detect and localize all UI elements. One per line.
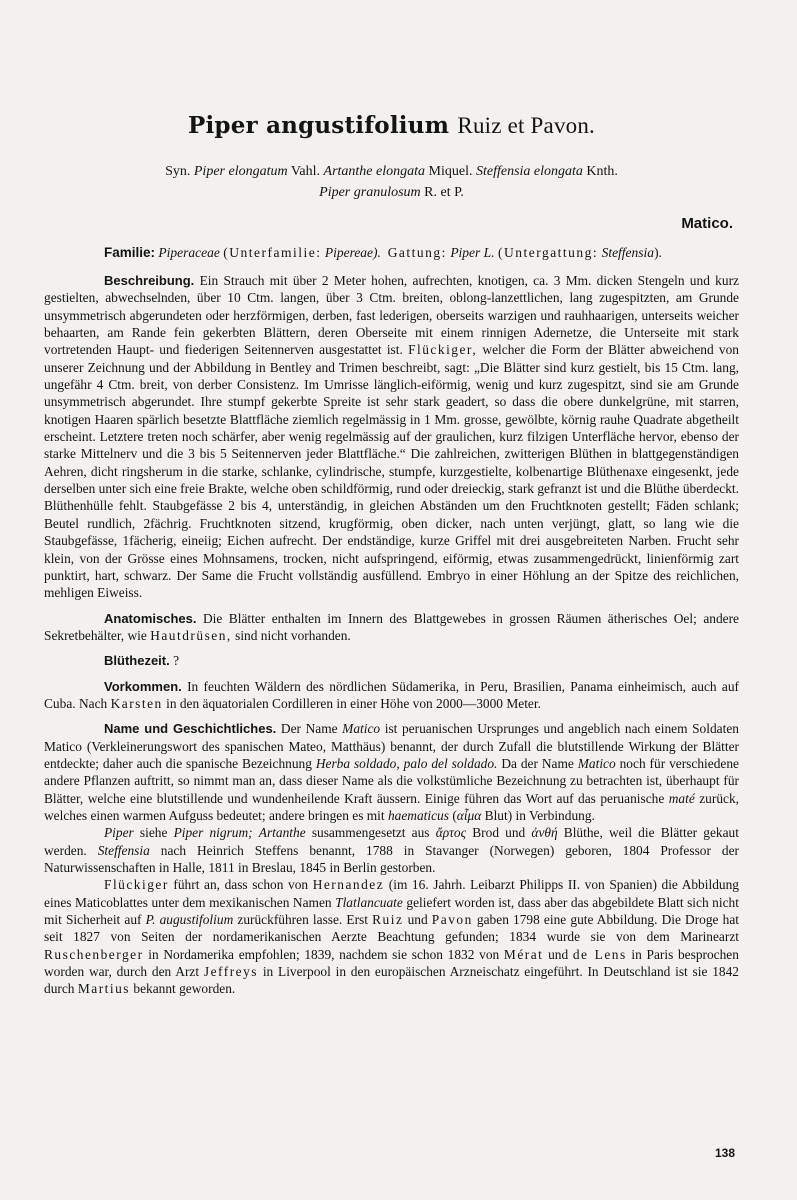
greek-word: αἷμα	[456, 807, 482, 823]
synonym-name: Artanthe elongata	[323, 164, 426, 179]
text: und	[407, 912, 428, 928]
italic-term: Steffensia	[97, 842, 150, 858]
italic-term: Matico	[342, 721, 381, 737]
text: ist peruanischen Ursprunges und angeblich nach einem Soldaten Matico (Verkleinerungswort des spanischen Mateo, Matthäus) benannt, der durch Zufall die blutstillende Wirkung der Blätter entdeckte; daher auch die spanische Bezeichnung	[44, 721, 739, 771]
synonyms	[44, 161, 739, 203]
text: bekannt geworden.	[133, 981, 236, 997]
synonym-author: Knth.	[586, 164, 618, 179]
gattung-label: Gattung:	[387, 245, 447, 260]
italic-term: haematicus	[387, 807, 449, 823]
italic-term: Tlatlancuate	[335, 894, 403, 910]
paragraph-history	[44, 876, 739, 997]
text: zurückführen lasse. Erst	[237, 912, 368, 928]
paragraph-etymology	[44, 824, 739, 876]
species-name: Piper angustifolium	[188, 112, 450, 139]
beschreibung-text-1: Ein Strauch mit über 2 Meter hohen, aufrechten, knotigen, ca. 3 Mm. dicken Stengeln und kurz gestielten, abwechselnden, über 10 Ctm. langen, über 3 Ctm. breiten, oblong-lanzettlichen, lang zugespitzten, am Grunde unsymmetrisch abgerundeten oder herzförmigen, derben, fast lederigen, oberseits warzigen und rauhhaarigen, unterseits weicher behaarten, am Rande fein gekerbten Blättern, deren Oberseite mit einem rinnigen Adernetze, die Unterseite mit stark vortretenden Haupt- und fiederigen Seitennerven ausgestattet ist.	[44, 273, 739, 358]
subfamily-label: (Unterfamilie:	[223, 245, 322, 260]
synonym-author: R. et P.	[424, 185, 464, 200]
author-name: Hernandez	[312, 877, 385, 893]
text: und	[548, 946, 569, 962]
text: noch für verschiedene andere Pflanzen auftritt, so nimmt man an, dass dieser Name als die volkstümliche Bezeichnung zu betrachten ist, überhaupt für Blätter, welche eine blutstillende und wundenheilende Kraft äussern. Einige führen das Wort auf das peruanische	[44, 755, 739, 806]
untergattung-label: (Untergattung:	[497, 245, 599, 260]
subfamily-name: Pipereae).	[324, 245, 381, 260]
author-name: Ruiz	[372, 912, 404, 928]
page-number: 138	[714, 1146, 735, 1160]
family-name: Piperaceae	[158, 245, 220, 260]
italic-term: Artanthe	[258, 825, 306, 841]
heading-anatomisches: Anatomisches.	[104, 610, 197, 626]
text: zurück, welches einen warmen Aufguss bedeutet; andere bringen es mit	[44, 790, 739, 823]
text: gaben 1798 eine gute Abbildung. Die Droge hat seit 1827 von Seiten der nordamerikanischen Aerzte Beachtung gefunden; 1834 wurde sie von dem Marinearzt	[44, 912, 739, 945]
vorkommen-text-2: in den äquatorialen Cordilleren in einer Höhe von 2000—3000 Meter.	[166, 695, 541, 711]
bluethezeit-value: ?	[173, 653, 180, 669]
author-name: Flückiger,	[408, 342, 478, 358]
text: Da der Name	[501, 755, 574, 771]
author-name: Mérat	[503, 946, 544, 962]
synonym-name: Steffensia elongata	[475, 164, 583, 179]
section-geschichte	[44, 720, 739, 824]
section-bluethezeit	[44, 652, 739, 669]
synonym-author: Vahl.	[290, 164, 321, 179]
heading-bluethezeit: Blüthezeit.	[104, 653, 170, 669]
text: geliefert worden ist, dass aber das abgebildete Blatt sich nicht mit Sicherheit auf	[44, 894, 739, 928]
italic-term: Piper nigrum;	[173, 825, 253, 841]
text: Blut) in Verbindung.	[484, 807, 595, 823]
text: in Liverpool in den europäischen Arzneischatz eingeführt. In Deutschland ist sie 1842 durch	[44, 964, 740, 997]
heading-vorkommen: Vorkommen.	[104, 678, 182, 694]
italic-term: Piper	[104, 825, 134, 841]
heading-geschichte: Name und Geschichtliches.	[104, 721, 277, 737]
greek-word: ἄρτος	[435, 825, 467, 841]
text: in Paris besprochen worden war, durch den Arzt	[44, 946, 739, 980]
author-name: Ruschenberger	[44, 946, 144, 962]
synonym-author: Miquel.	[428, 164, 473, 179]
text: in Nordamerika empfohlen; 1839, nachdem sie schon 1832 von	[148, 946, 500, 962]
taxonomy-end: ).	[654, 245, 662, 260]
text: susammengesetzt aus	[311, 825, 430, 841]
author-name: Flückiger	[104, 877, 169, 893]
genus-name: Piper L.	[450, 245, 495, 260]
anatomisches-spaced: Hautdrüsen,	[150, 627, 232, 643]
page-title	[44, 112, 739, 139]
text: führt an, dass schon von	[173, 877, 309, 893]
text: (im 16. Jahrh. Leibarzt Philipps II. von Spanien) die Abbildung eines Maticoblattes unter dem mexikanischen Namen	[44, 877, 739, 910]
author-name: Karsten	[110, 695, 163, 711]
author-name: Jeffreys	[203, 964, 259, 980]
section-vorkommen	[44, 678, 739, 713]
taxonomy-line	[44, 244, 739, 262]
italic-term: P. augustifolium	[145, 912, 234, 928]
synonyms-label: Syn.	[165, 164, 191, 179]
greek-word: ἀνθή	[531, 825, 558, 841]
synonym-name: Piper elongatum	[193, 164, 288, 179]
section-beschreibung	[44, 272, 739, 602]
author-name: de Lens	[572, 946, 627, 962]
author-name: Martius	[77, 981, 131, 997]
text: (	[452, 807, 457, 823]
common-name: Matico.	[681, 215, 733, 232]
section-anatomisches	[44, 610, 739, 645]
synonym-name: Piper granulosum	[319, 185, 421, 200]
species-author: Ruiz et Pavon.	[457, 113, 595, 138]
anatomisches-text-2: sind nicht vorhanden.	[235, 627, 351, 643]
subgenus-name: Steffensia	[601, 245, 655, 260]
text: Brod und	[472, 825, 526, 841]
italic-term: Herba soldado, palo del soldado.	[315, 755, 498, 771]
text: nach Heinrich Steffens benannt, 1788 in Stavanger (Norwegen) geboren, 1804 Professor der Naturwissenschaften in Halle, 1811 in Breslau, 1845 in Berlin gestorben.	[44, 842, 739, 875]
anatomisches-text-1: Die Blätter enthalten im Innern des Blattgewebes in grossen Räumen ätherisches Oel; andere Sekretbehälter, wie	[44, 610, 739, 643]
text: siehe	[139, 825, 168, 841]
italic-term: Matico	[577, 755, 616, 771]
italic-term: maté	[668, 790, 695, 806]
vorkommen-text-1: In feuchten Wäldern des nördlichen Südamerika, in Peru, Brasilien, Panama einheimisch, auch auf Cuba. Nach	[44, 678, 739, 711]
familie-label: Familie:	[104, 245, 156, 260]
text: Der Name	[280, 721, 338, 737]
author-name: Pavon	[431, 912, 473, 928]
beschreibung-text-2: welcher die Form der Blätter abweichend von unserer Zeichnung und der Abbildung in Bentley and Trimen beschreibt, sagt: „Die Blätter sind kurz gestielt, bis 15 Ctm. lang, ungefähr 4 Ctm. breit, von derber Consistenz. Im Umrisse länglich-eiförmig, wenig und kurz zugespitzt, sind sie am Grunde unsymmetrisch abgerundet. Ihre stumpf gekerbte Spreite ist sehr stark geadert, so dass die obere dunkelgrüne, mit starren, knotigen Haaren spärlich besetzte Blattfläche ziemlich regelmässig in 1 Mm. grosse, gewölbte, körnig rauhe Quadrate abgetheilt erscheint. Letztere treten noch schärfer, aber wenig regelmässig auf der graulichen, kurz filzigen Unterfläche hervor, ebenso der starke Mittelnerv und die 3 bis 5 Seitennerven jeder Blattfläche.“ Die zahlreichen, zwitterigen Blüthen in blattgegenständigen Aehren, dicht ringsherum in die starke, schlanke, cylindrische, stumpfe, kurzgestielte, kolbenartige Blüthenaxe eingesenkt, jede derselben unter sich eine freie Brakte, welche oben schildförmig, rund oder dreieckig, stark gefranzt ist und die Blüthe überdeckt. Blüthenhülle fehlt. Staubgefässe 2 bis 4, unterständig, in gleichen Abständen um den Fruchtknoten gestellt; Fäden schlank; Beutel rundlich, 2fächrig. Fruchtknoten sitzend, krugförmig, oben dicker, nach unten verjüngt, glatt, so lang wie die Staubgefässe, 1fächerig, eineiig; Eichen aufrecht. Der endständige, kurze Griffel mit drei ausgebreiteten Narben. Frucht sehr klein, von der Grösse eines Mohnsamens, trocken, nicht aufspringend, eiförmig, etwas zusammengedrückt, linienförmig zart punktirt, hart, schwarz. Der Same die Frucht vollständig ausfüllend. Embryo in einer Höhlung an der Spitze des reichlichen, mehligen Eiweiss.	[44, 342, 739, 601]
heading-beschreibung: Beschreibung.	[104, 273, 195, 288]
text: Blüthe, weil die Blätter gekaut werden.	[44, 825, 739, 858]
